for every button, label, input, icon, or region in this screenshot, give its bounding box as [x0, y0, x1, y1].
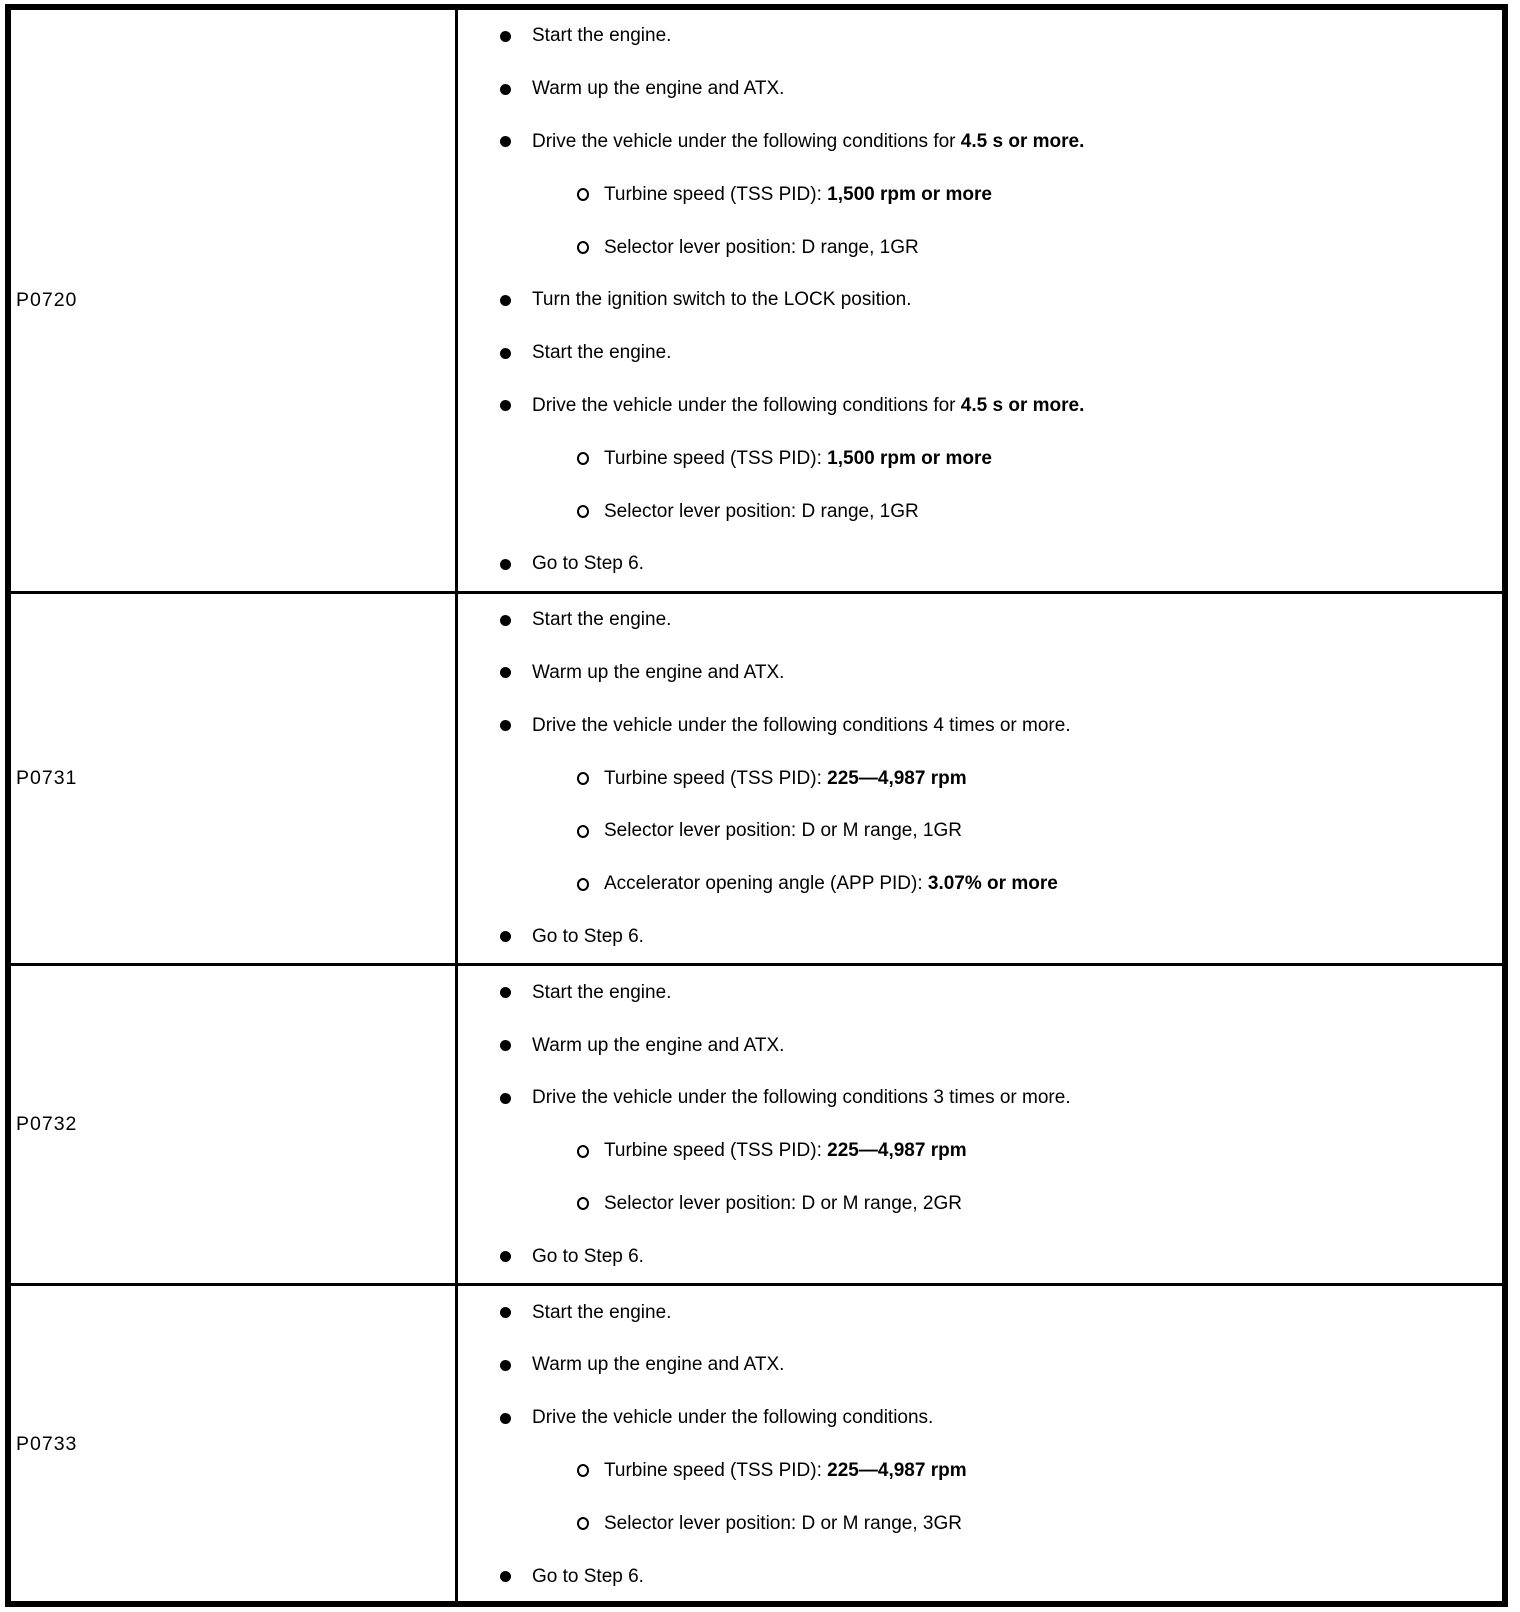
table-row [11, 591, 1502, 964]
sub-condition-item [458, 1125, 1502, 1178]
open-circle-bullet-icon [577, 825, 589, 838]
step-text-bold-value: 225—4,987 rpm [827, 767, 967, 789]
step-item [458, 1339, 1502, 1392]
step-item [458, 10, 1502, 63]
step-text-normal: Go to Step 6. [532, 925, 644, 947]
sub-condition-item [458, 221, 1502, 274]
step-item [458, 1019, 1502, 1072]
step-text [604, 1460, 967, 1482]
step-text [604, 1513, 962, 1535]
step-text-normal: Selector lever position: D or M range, 1GR [604, 820, 962, 842]
filled-bullet-icon [500, 1251, 511, 1262]
procedure-steps-cell [458, 10, 1502, 591]
step-text [532, 289, 912, 311]
step-item [458, 116, 1502, 169]
step-text-normal: Warm up the engine and ATX. [532, 78, 785, 100]
step-item [458, 647, 1502, 700]
step-text-normal: Warm up the engine and ATX. [532, 661, 785, 683]
dtc-code-cell [11, 594, 458, 964]
step-text [532, 982, 671, 1004]
open-circle-bullet-icon [577, 1197, 589, 1210]
filled-bullet-icon [500, 1571, 511, 1582]
step-text-normal: Drive the vehicle under the following conditions 3 times or more. [532, 1087, 1071, 1109]
step-text-normal: Drive the vehicle under the following conditions for [532, 130, 961, 152]
dtc-code-cell [11, 1286, 458, 1603]
filled-bullet-icon [500, 667, 511, 678]
step-text-normal: Selector lever position: D range, 1GR [604, 500, 919, 522]
step-text [604, 820, 962, 842]
step-text-normal: Warm up the engine and ATX. [532, 1034, 785, 1056]
step-text-normal: Start the engine. [532, 609, 672, 631]
step-text [532, 1035, 784, 1057]
dtc-code: P0733 [16, 1433, 78, 1456]
step-text-normal: Turbine speed (TSS PID): [604, 767, 828, 789]
step-item [458, 538, 1502, 591]
step-text-bold-value: 4.5 s or more. [960, 394, 1085, 416]
step-text-normal: Go to Step 6. [532, 1565, 644, 1587]
open-circle-bullet-icon [577, 241, 589, 254]
step-text-normal: Start the engine. [532, 25, 672, 47]
step-item [458, 1286, 1502, 1339]
step-text [604, 184, 992, 206]
step-text-bold-value: 1,500 rpm or more [827, 183, 992, 205]
table-row [11, 1283, 1502, 1603]
step-text [532, 1302, 671, 1324]
step-text [604, 237, 919, 259]
step-item [458, 966, 1502, 1019]
step-text [532, 553, 644, 575]
filled-bullet-icon [500, 987, 511, 998]
dtc-code: P0731 [16, 767, 78, 790]
step-text [532, 395, 1084, 417]
open-circle-bullet-icon [577, 772, 589, 785]
step-text [532, 25, 671, 47]
open-circle-bullet-icon [577, 505, 589, 518]
open-circle-bullet-icon [577, 188, 589, 201]
step-item [458, 594, 1502, 647]
step-text-normal: Drive the vehicle under the following conditions. [532, 1407, 934, 1429]
step-text [532, 1246, 644, 1268]
step-item [458, 274, 1502, 327]
filled-bullet-icon [500, 1093, 511, 1104]
step-item [458, 1072, 1502, 1125]
step-text [604, 448, 992, 470]
step-text [532, 78, 784, 100]
step-text [604, 501, 919, 523]
filled-bullet-icon [500, 615, 511, 626]
filled-bullet-icon [500, 348, 511, 359]
sub-condition-item [458, 858, 1502, 911]
open-circle-bullet-icon [577, 1464, 589, 1477]
filled-bullet-icon [500, 136, 511, 147]
step-text-bold-value: 1,500 rpm or more [827, 447, 992, 469]
filled-bullet-icon [500, 31, 511, 42]
filled-bullet-icon [500, 931, 511, 942]
step-item [458, 911, 1502, 964]
filled-bullet-icon [500, 84, 511, 95]
step-text [532, 342, 671, 364]
filled-bullet-icon [500, 559, 511, 570]
filled-bullet-icon [500, 1307, 511, 1318]
procedure-steps-cell [458, 966, 1502, 1283]
step-item [458, 1392, 1502, 1445]
procedure-steps-cell [458, 594, 1502, 964]
step-text-normal: Turbine speed (TSS PID): [604, 1459, 828, 1481]
table-row [11, 963, 1502, 1283]
step-item [458, 1230, 1502, 1283]
filled-bullet-icon [500, 1413, 511, 1424]
sub-condition-item [458, 485, 1502, 538]
step-item [458, 1550, 1502, 1603]
sub-condition-item [458, 1497, 1502, 1550]
step-text-normal: Selector lever position: D or M range, 3GR [604, 1512, 962, 1534]
step-item [458, 327, 1502, 380]
step-text-normal: Turbine speed (TSS PID): [604, 183, 828, 205]
step-text-normal: Drive the vehicle under the following conditions 4 times or more. [532, 714, 1071, 736]
step-text [532, 131, 1084, 153]
step-text-normal: Drive the vehicle under the following conditions for [532, 394, 961, 416]
sub-condition-item [458, 1178, 1502, 1231]
step-text-normal: Selector lever position: D range, 1GR [604, 236, 919, 258]
step-text-normal: Start the engine. [532, 342, 672, 364]
step-text-normal: Go to Step 6. [532, 553, 644, 575]
step-item [458, 699, 1502, 752]
open-circle-bullet-icon [577, 878, 589, 891]
sub-condition-item [458, 168, 1502, 221]
sub-condition-item [458, 432, 1502, 485]
filled-bullet-icon [500, 400, 511, 411]
step-text [532, 1566, 644, 1588]
step-text [532, 1407, 933, 1429]
step-text-normal: Start the engine. [532, 1301, 672, 1323]
step-text-normal: Turbine speed (TSS PID): [604, 447, 828, 469]
open-circle-bullet-icon [577, 1145, 589, 1158]
dtc-code: P0732 [16, 1113, 78, 1136]
step-text [532, 1354, 784, 1376]
sub-condition-item [458, 752, 1502, 805]
step-text [604, 1140, 967, 1162]
step-text-bold-value: 225—4,987 rpm [827, 1459, 967, 1481]
filled-bullet-icon [500, 1040, 511, 1051]
dtc-code-cell [11, 966, 458, 1283]
step-item [458, 63, 1502, 116]
open-circle-bullet-icon [577, 452, 589, 465]
step-text-normal: Start the engine. [532, 981, 672, 1003]
open-circle-bullet-icon [577, 1517, 589, 1530]
step-text [604, 768, 967, 790]
step-text [532, 715, 1071, 737]
sub-condition-item [458, 1445, 1502, 1498]
step-text [532, 662, 784, 684]
step-text [532, 926, 644, 948]
sub-condition-item [458, 805, 1502, 858]
table-row [11, 10, 1502, 591]
dtc-code: P0720 [16, 288, 78, 311]
step-text [604, 1193, 962, 1215]
step-text-bold-value: 225—4,987 rpm [827, 1140, 967, 1162]
step-text-normal: Go to Step 6. [532, 1245, 644, 1267]
step-text [532, 609, 671, 631]
filled-bullet-icon [500, 295, 511, 306]
step-text [604, 873, 1058, 895]
filled-bullet-icon [500, 720, 511, 731]
step-text-normal: Selector lever position: D or M range, 2GR [604, 1192, 962, 1214]
step-text [532, 1087, 1071, 1109]
step-text-bold-value: 3.07% or more [927, 873, 1058, 895]
step-text-normal: Accelerator opening angle (APP PID): [604, 873, 928, 895]
step-item [458, 380, 1502, 433]
step-text-bold-value: 4.5 s or more. [960, 130, 1085, 152]
step-text-normal: Warm up the engine and ATX. [532, 1354, 785, 1376]
dtc-code-cell [11, 10, 458, 591]
step-text-normal: Turbine speed (TSS PID): [604, 1140, 828, 1162]
dtc-drive-condition-table [5, 4, 1508, 1607]
step-text-normal: Turn the ignition switch to the LOCK position. [532, 289, 912, 311]
procedure-steps-cell [458, 1286, 1502, 1603]
filled-bullet-icon [500, 1360, 511, 1371]
